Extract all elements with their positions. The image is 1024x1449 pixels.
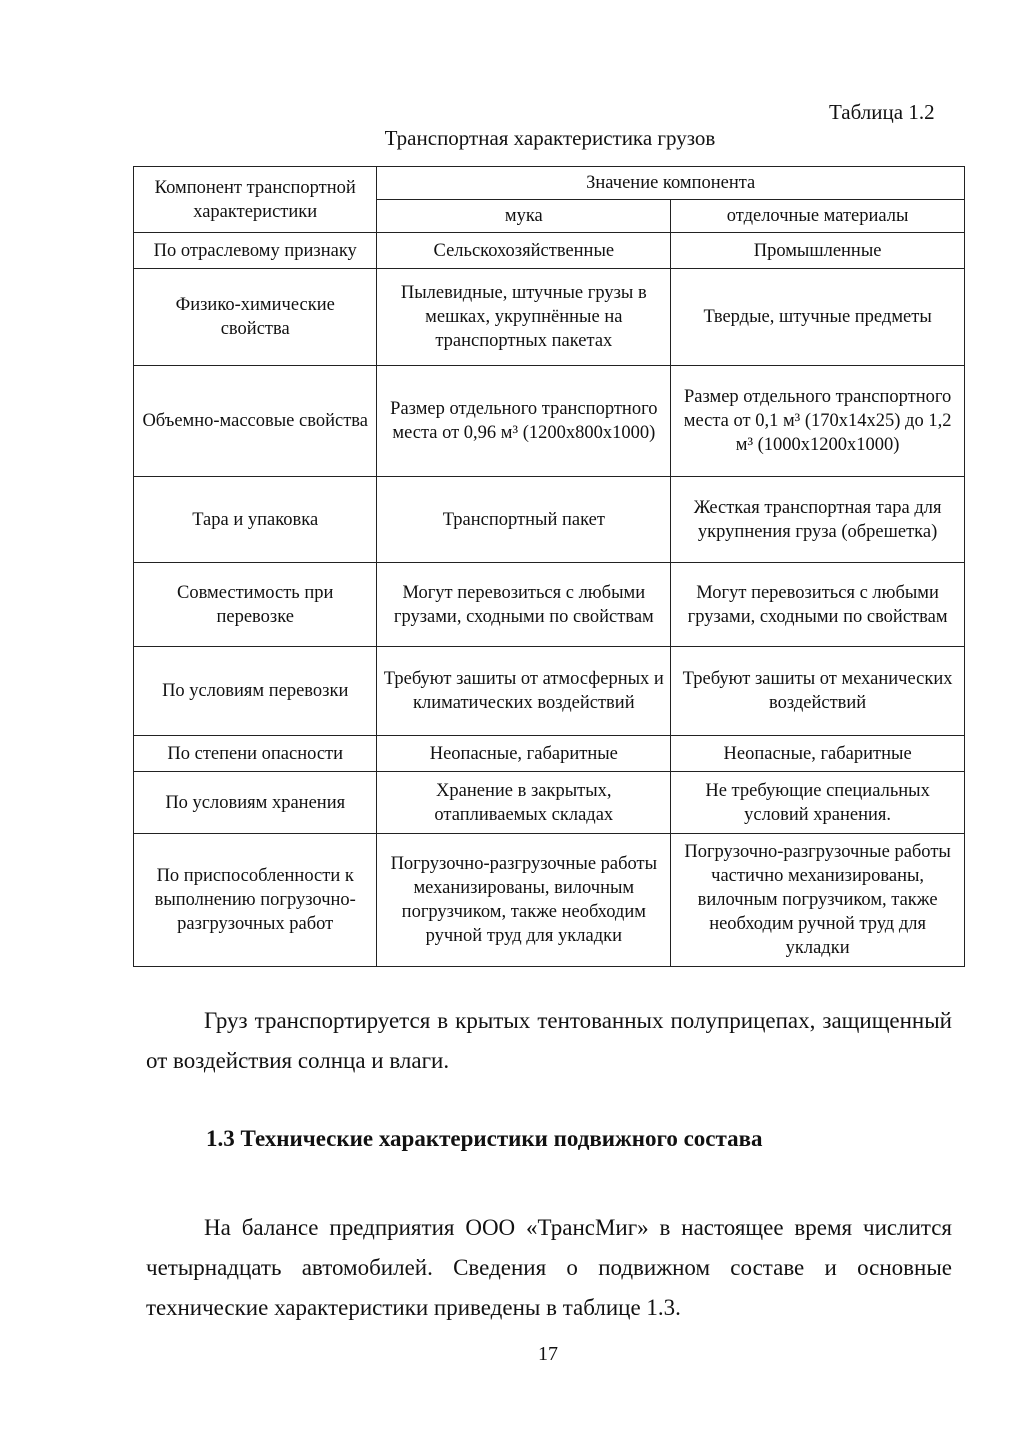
row-label: По приспособленности к выполнению погрузочно-разгрузочных работ <box>134 834 377 967</box>
row-label: По степени опасности <box>134 736 377 772</box>
cell-finishing: Жесткая транспортная тара для укрупнения груза (обрешетка) <box>671 477 965 563</box>
header-col-finishing-materials: отделочные материалы <box>671 200 965 233</box>
row-label: По условиям хранения <box>134 772 377 834</box>
cell-flour: Могут перевозиться с любыми грузами, сходными по свойствам <box>377 563 671 647</box>
cell-flour: Сельскохозяйственные <box>377 233 671 269</box>
table-row <box>134 772 965 834</box>
paragraph-text: Груз транспортируется в крытых тентованных полуприцепах, защищенный от воздействия солнца и влаги. <box>146 1008 952 1073</box>
cell-flour: Хранение в закрытых, отапливаемых складах <box>377 772 671 834</box>
paragraph-text: На балансе предприятия ООО «ТрансМиг» в настоящее время числится четырнадцать автомобилей. Сведения о подвижном составе и основные технические характеристики приведены в таблице 1.3. <box>146 1215 952 1320</box>
header-value-group: Значение компонента <box>377 167 965 200</box>
table-row <box>134 477 965 563</box>
table-title: Транспортная характеристика грузов <box>384 126 716 150</box>
cell-flour: Неопасные, габаритные <box>377 736 671 772</box>
cell-finishing: Размер отдельного транспортного места от 0,1 м³ (170х14х25) до 1,2 м³ (1000х1200х1000) <box>671 366 965 477</box>
cell-finishing: Требуют зашиты от механических воздействий <box>671 647 965 736</box>
cell-flour: Требуют зашиты от атмосферных и климатических воздействий <box>377 647 671 736</box>
page-number: 17 <box>538 1343 558 1365</box>
cell-flour: Размер отдельного транспортного места от 0,96 м³ (1200х800х1000) <box>377 366 671 477</box>
cell-finishing: Не требующие специальных условий хранения. <box>671 772 965 834</box>
row-label: Физико-химические свойства <box>134 269 377 366</box>
table-number-label: Таблица 1.2 <box>829 100 935 124</box>
cell-finishing: Могут перевозиться с любыми грузами, сходными по свойствам <box>671 563 965 647</box>
row-label: По отраслевому признаку <box>134 233 377 269</box>
cell-finishing: Неопасные, габаритные <box>671 736 965 772</box>
table-row <box>134 563 965 647</box>
row-label: По условиям перевозки <box>134 647 377 736</box>
body-paragraph <box>146 1208 952 1328</box>
table-row <box>134 366 965 477</box>
row-label: Совместимость при перевозке <box>134 563 377 647</box>
cell-finishing: Погрузочно-разгрузочные работы частично механизированы, вилочным погрузчиком, также необходим ручной труд для укладки <box>671 834 965 967</box>
body-paragraph <box>146 1001 952 1081</box>
table-row <box>134 647 965 736</box>
section-heading: 1.3 Технические характеристики подвижного состава <box>206 1126 763 1151</box>
cell-flour: Пылевидные, штучные грузы в мешках, укрупнённые на транспортных пакетах <box>377 269 671 366</box>
header-component: Компонент транспортной характеристики <box>134 167 377 233</box>
cargo-characteristics-table <box>133 166 965 967</box>
table-row <box>134 269 965 366</box>
cell-finishing: Твердые, штучные предметы <box>671 269 965 366</box>
table-row <box>134 233 965 269</box>
cell-flour: Транспортный пакет <box>377 477 671 563</box>
table-row <box>134 834 965 967</box>
header-col-flour: мука <box>377 200 671 233</box>
row-label: Тара и упаковка <box>134 477 377 563</box>
cell-finishing: Промышленные <box>671 233 965 269</box>
row-label: Объемно-массовые свойства <box>134 366 377 477</box>
cell-flour: Погрузочно-разгрузочные работы механизированы, вилочным погрузчиком, также необходим ручной труд для укладки <box>377 834 671 967</box>
table-row <box>134 736 965 772</box>
